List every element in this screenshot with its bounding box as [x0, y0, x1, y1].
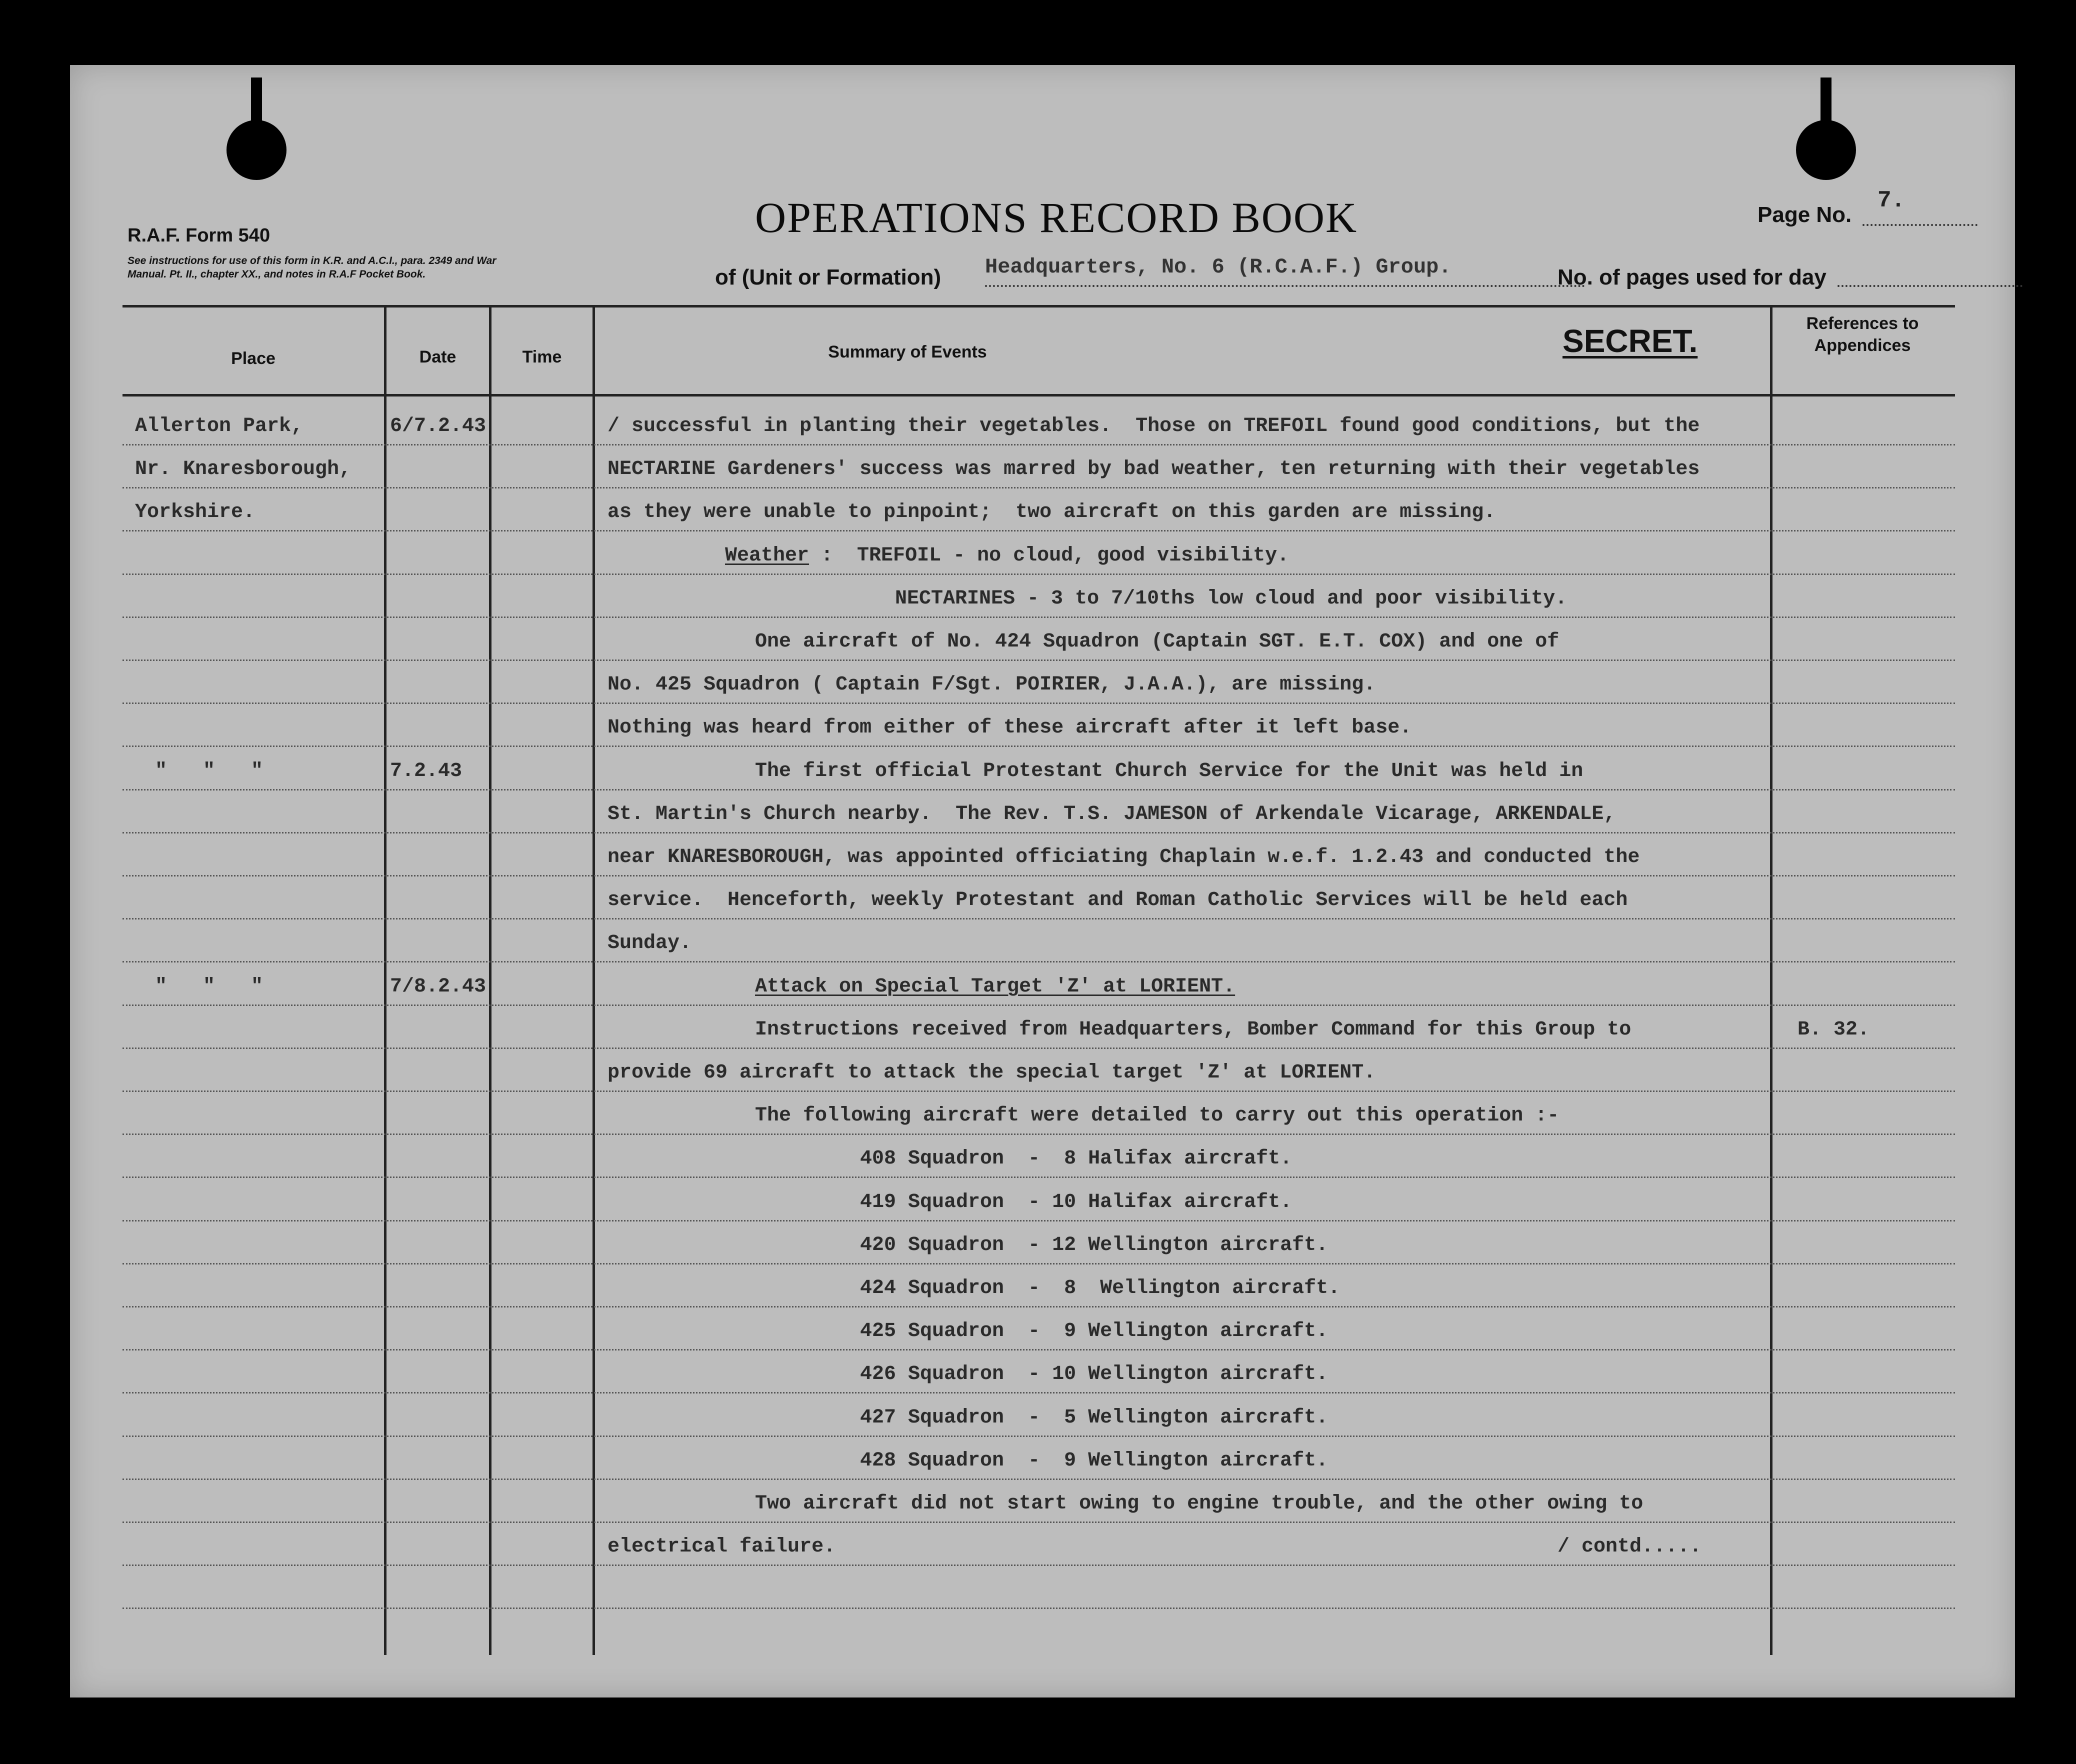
- ledger-rule: [122, 444, 1955, 446]
- ledger-rule: [122, 875, 1955, 876]
- place-cell: " " ": [155, 760, 264, 782]
- ledger-rule: [122, 1090, 1955, 1092]
- ledger-rule: [122, 1392, 1955, 1394]
- ledger-rule: [122, 616, 1955, 618]
- column-divider-time: [592, 305, 595, 1655]
- summary-cell: NECTARINE Gardeners' success was marred by bad weather, ten returning with their vegetables: [608, 458, 1700, 480]
- unit-label: of (Unit or Formation): [715, 265, 942, 290]
- continued-note: / contd.....: [1558, 1536, 1702, 1558]
- ledger-rule: [122, 530, 1955, 532]
- ledger-rule: [122, 1220, 1955, 1222]
- ledger-rule: [122, 1564, 1955, 1566]
- page-number-value: 7.: [1878, 188, 1906, 214]
- page-number-dotted-line: [1862, 224, 1978, 226]
- summary-heading: Attack on Special Target 'Z' at LORIENT.: [755, 976, 1236, 998]
- place-cell: Allerton Park,: [135, 415, 304, 438]
- ledger-rule: [122, 574, 1955, 575]
- punch-hole-left: [226, 120, 286, 180]
- ledger-rule: [122, 1349, 1955, 1350]
- pages-used-dotted-line: [1838, 285, 2022, 287]
- ledger-rule: [122, 487, 1955, 488]
- appendix-reference: B. 32.: [1798, 1018, 1870, 1041]
- ledger-rule: [122, 1608, 1955, 1609]
- ledger-rule: [122, 961, 1955, 962]
- ledger-rule: [122, 1478, 1955, 1480]
- summary-cell: 428 Squadron - 9 Wellington aircraft.: [860, 1450, 1328, 1472]
- page-title: OPERATIONS RECORD BOOK: [755, 194, 1358, 242]
- ledger-rule: [122, 789, 1955, 790]
- place-cell: " " ": [155, 976, 264, 998]
- form-instructions: See instructions for use of this form in K.R. and A.C.I., para. 2349 and War Manual. Pt. II., chapter XX., and notes in R.A.F Pocket Book.: [128, 255, 496, 280]
- pages-used-label: No. of pages used for day: [1558, 265, 1826, 290]
- summary-cell: / successful in planting their vegetables. Those on TREFOIL found good conditions, but the: [608, 415, 1700, 438]
- summary-cell: Two aircraft did not start owing to engine trouble, and the other owing to: [755, 1492, 1644, 1515]
- column-divider-summary: [1770, 305, 1772, 1655]
- ledger-rule: [122, 1263, 1955, 1264]
- page-number-label: Page No.: [1758, 202, 1852, 227]
- summary-cell: Instructions received from Headquarters, Bomber Command for this Group to: [755, 1018, 1632, 1041]
- summary-cell: The first official Protestant Church Service for the Unit was held in: [755, 760, 1584, 782]
- ledger-rule: [122, 918, 1955, 920]
- summary-cell: One aircraft of No. 424 Squadron (Captain SGT. E.T. COX) and one of: [755, 630, 1560, 653]
- ledger-rule: [122, 1004, 1955, 1006]
- date-cell: 7.2.43: [390, 760, 462, 782]
- summary-cell: [725, 544, 1289, 567]
- summary-cell: The following aircraft were detailed to carry out this operation :-: [755, 1104, 1560, 1127]
- ledger-rule: [122, 1176, 1955, 1178]
- summary-cell: No. 425 Squadron ( Captain F/Sgt. POIRIER, J.A.A.), are missing.: [608, 674, 1376, 696]
- summary-cell: NECTARINES - 3 to 7/10ths low cloud and poor visibility.: [895, 588, 1568, 610]
- summary-cell: 419 Squadron - 10 Halifax aircraft.: [860, 1191, 1292, 1214]
- place-cell: Nr. Knaresborough,: [135, 458, 352, 480]
- date-cell: 7/8.2.43: [390, 976, 486, 998]
- unit-value: Headquarters, No. 6 (R.C.A.F.) Group.: [985, 255, 1452, 279]
- summary-cell: provide 69 aircraft to attack the special target 'Z' at LORIENT.: [608, 1062, 1376, 1084]
- form-number: R.A.F. Form 540: [128, 225, 270, 246]
- ledger-rule: [122, 1436, 1955, 1437]
- summary-cell: St. Martin's Church nearby. The Rev. T.S. JAMESON of Arkendale Vicarage, ARKENDALE,: [608, 803, 1616, 826]
- ledger-rule: [122, 746, 1955, 747]
- summary-cell: 424 Squadron - 8 Wellington aircraft.: [860, 1277, 1340, 1300]
- summary-cell: Nothing was heard from either of these aircraft after it left base.: [608, 716, 1412, 739]
- column-divider-date: [489, 305, 492, 1655]
- summary-cell: 426 Squadron - 10 Wellington aircraft.: [860, 1363, 1328, 1386]
- summary-cell: 420 Squadron - 12 Wellington aircraft.: [860, 1234, 1328, 1256]
- column-header-summary: Summary of Events: [828, 342, 987, 362]
- form-sheet: [70, 65, 2015, 1698]
- secret-stamp: SECRET.: [1562, 323, 1698, 359]
- unit-dotted-line: [985, 285, 1585, 287]
- summary-cell: 408 Squadron - 8 Halifax aircraft.: [860, 1148, 1292, 1170]
- summary-cell: as they were unable to pinpoint; two aircraft on this garden are missing.: [608, 501, 1496, 524]
- summary-cell: 427 Squadron - 5 Wellington aircraft.: [860, 1406, 1328, 1429]
- summary-cell: service. Henceforth, weekly Protestant and Roman Catholic Services will be held each: [608, 889, 1628, 912]
- summary-cell: 425 Squadron - 9 Wellington aircraft.: [860, 1320, 1328, 1342]
- ledger-rule: [122, 1134, 1955, 1135]
- summary-cell: Sunday.: [608, 932, 692, 954]
- ledger-rule: [122, 1048, 1955, 1049]
- ledger-rule: [122, 1306, 1955, 1308]
- place-cell: Yorkshire.: [135, 501, 256, 524]
- table-top-rule: [122, 305, 1955, 308]
- punch-hole-right: [1796, 120, 1856, 180]
- header-bottom-rule: [122, 394, 1955, 396]
- column-header-date: Date: [419, 348, 456, 366]
- column-header-references: References to Appendices: [1806, 314, 1919, 355]
- ledger-rule: [122, 832, 1955, 834]
- ledger-rule: [122, 660, 1955, 661]
- column-header-time: Time: [522, 348, 562, 366]
- column-header-place: Place: [231, 349, 276, 368]
- ledger-rule: [122, 702, 1955, 704]
- summary-cell: electrical failure.: [608, 1536, 836, 1558]
- weather-text: : TREFOIL - no cloud, good visibility.: [809, 544, 1290, 567]
- weather-label: Weather: [725, 544, 810, 567]
- date-cell: 6/7.2.43: [390, 415, 486, 438]
- column-divider-place: [384, 305, 386, 1655]
- summary-cell: near KNARESBOROUGH, was appointed officiating Chaplain w.e.f. 1.2.43 and conducted the: [608, 846, 1640, 868]
- ledger-rule: [122, 1522, 1955, 1523]
